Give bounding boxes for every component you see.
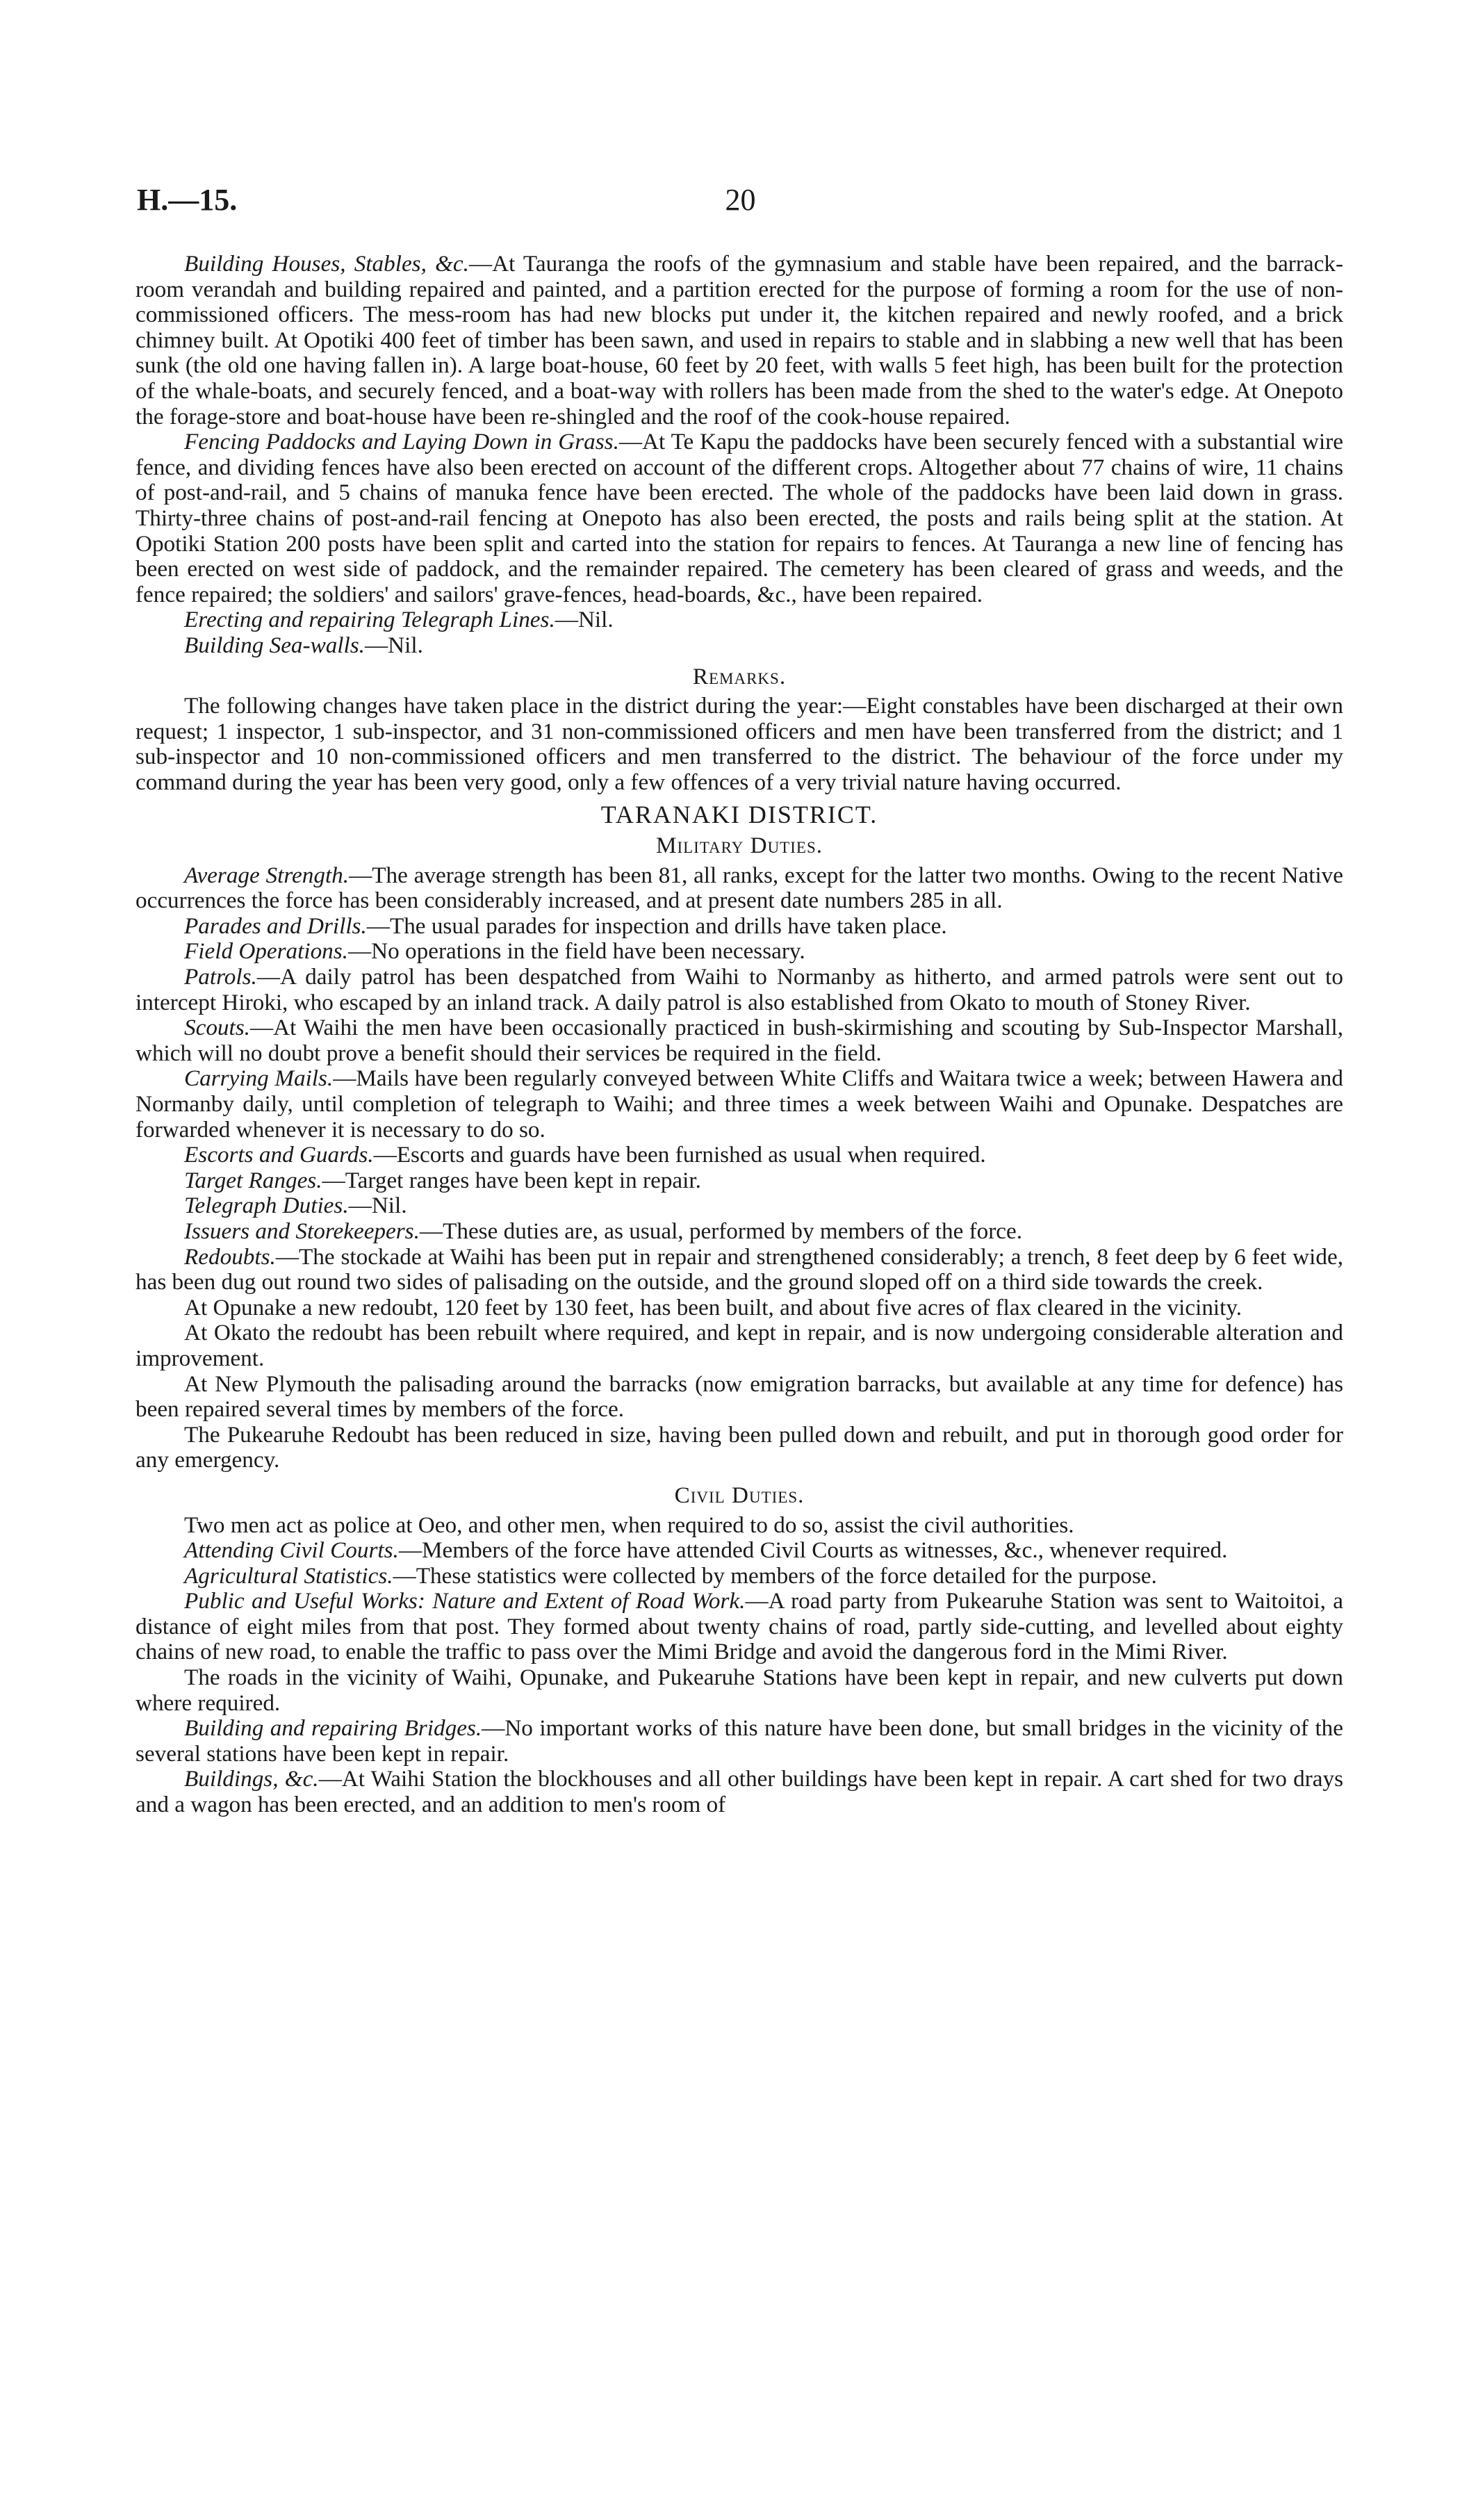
paragraph-telegraph-lines xyxy=(136,607,1343,633)
paragraph-lead: Escorts and Guards. xyxy=(184,1142,374,1168)
paragraph-telegraph-duties xyxy=(136,1193,1343,1219)
paragraph-patrols xyxy=(136,965,1343,1015)
paragraph-fencing xyxy=(136,429,1343,607)
paragraph-lead: Fencing Paddocks and Laying Down in Grass. xyxy=(184,429,619,455)
paragraph-text: —The average strength has been 81, all ranks, except for the latter two months. Owing to the recent Native occurrences the force has been considerably increased, and at present date numbers 285 in all. xyxy=(136,862,1343,914)
paragraph-public-works xyxy=(136,1589,1343,1665)
paragraph-redoubts xyxy=(136,1245,1343,1295)
paragraph-scouts xyxy=(136,1015,1343,1066)
paragraph-remarks: The following changes have taken place in the district during the year:—Eight constables have been discharged at their own request; 1 inspector, 1 sub-inspector, and 31 non-commissioned officers and men have been transferred from the district; and 1 sub-inspector and 10 non-commissioned officers and men transferred to the district. The behaviour of the force under my command during the year has been very good, only a few offences of a very trivial nature having occurred. xyxy=(136,693,1343,795)
paragraph-lead: Redoubts. xyxy=(184,1243,276,1270)
paragraph-text: —The usual parades for inspection and drills have taken place. xyxy=(366,913,947,939)
paragraph-lead: Parades and Drills. xyxy=(184,913,367,939)
paragraph-text: —At Tauranga the roofs of the gymnasium and stable have been repaired, and the barrack-room verandah and building repaired and painted, and a partition erected for the purpose of forming a room for the use of non-commissioned officers. The mess-room has had new blocks put under it, the kitchen repaired and newly roofed, and a brick chimney built. At Opotiki 400 feet of timber has been sawn, and used in repairs to stable and in slabbing a new well that has been sunk (the old one having fallen in). A large boat-house, 60 feet by 20 feet, with walls 5 feet high, has been built for the protection of the whale-boats, and securely fenced, and a boat-way with rollers has been made from the shed to the water's edge. At Onepoto the forage-store and boat-house have been re-shingled and the roof of the cook-house repaired. xyxy=(136,251,1344,429)
paragraph-text: —At Te Kapu the paddocks have been securely fenced with a substantial wire fence, and dividing fences have also been erected on account of the different crops. Altogether about 77 chains of wire, 11 chains of post-and-rail, and 5 chains of manuka fence have been erected. The whole of the paddocks have been laid down in grass. Thirty-three chains of post-and-rail fencing at Onepoto has also been erected, the posts and rails being split at the station. At Opotiki Station 200 posts have been split and carted into the station for repairs to fences. At Tauranga a new line of fencing has been erected on west side of paddock, and the remainder repaired. The cemetery has been cleared of grass and weeds, and the fence repaired; the soldiers' and sailors' grave-fences, head-boards, &c., have been repaired. xyxy=(136,429,1344,607)
paragraph-text: —These statistics were collected by members of the force detailed for the purpose. xyxy=(393,1562,1157,1589)
paragraph-lead: Target Ranges. xyxy=(184,1167,322,1193)
paragraph-text: —Escorts and guards have been furnished as usual when required. xyxy=(373,1142,986,1168)
paragraph-field-operations xyxy=(136,939,1343,965)
paragraph-lead: Building Houses, Stables, &c. xyxy=(184,251,469,277)
paragraph-civil-intro: Two men act as police at Oeo, and other men, when required to do so, assist the civil authorities. xyxy=(184,1512,1074,1538)
paragraph-text: —The stockade at Waihi has been put in repair and strengthened considerably; a trench, 8 feet deep by 6 feet wide, has been dug out round two sides of palisading on the outside, and the ground sloped off on a third side towards the creek. xyxy=(136,1243,1343,1295)
paragraph-parades xyxy=(136,914,1343,940)
paragraph-roads: The roads in the vicinity of Waihi, Opunake, and Pukearuhe Stations have been kept in repair, and new culverts put down where required. xyxy=(136,1664,1343,1716)
paragraph-lead: Telegraph Duties. xyxy=(184,1193,349,1219)
military-duties-heading: Military Duties. xyxy=(655,833,823,859)
paragraph-lead: Carrying Mails. xyxy=(184,1065,334,1092)
paragraph-buildings xyxy=(136,1767,1343,1817)
paragraph-building-houses xyxy=(136,252,1343,429)
paragraph-text: —A road party from Pukearuhe Station was sent to Waitoitoi, a distance of eight miles from that post. They formed about twenty chains of road, partly side-cutting, and levelled about eighty chains of new road, to enable the traffic to pass over the Mimi Bridge and avoid the dangerous ford in the Mimi River. xyxy=(136,1588,1344,1665)
document-id: H.—15. xyxy=(137,183,238,217)
paragraph-lead: Average Strength. xyxy=(184,862,350,888)
paragraph-lead: Erecting and repairing Telegraph Lines. xyxy=(184,607,555,633)
paragraph-text: —Nil. xyxy=(555,607,614,633)
paragraph-text: —No operations in the field have been necessary. xyxy=(347,938,805,965)
remarks-heading: Remarks. xyxy=(692,663,787,689)
paragraph-lead: Building Sea-walls. xyxy=(184,632,365,658)
paragraph-average-strength xyxy=(136,863,1343,914)
page-header xyxy=(137,182,1344,224)
paragraph-new-plymouth: At New Plymouth the palisading around the barracks (now emigration barracks, but available at any time for defence) has been repaired several times by members of the force. xyxy=(136,1371,1343,1423)
paragraph-sea-walls xyxy=(136,633,1343,659)
paragraph-lead: Attending Civil Courts. xyxy=(184,1537,399,1564)
paragraph-lead: Buildings, &c. xyxy=(184,1766,319,1792)
paragraph-text: —Mails have been regularly conveyed between White Cliffs and Waitara twice a week; between Hawera and Normanby daily, until completion of telegraph to Waihi; and three times a week between Waihi and Opunake. Despatches are forwarded whenever it is necessary to do so. xyxy=(136,1065,1343,1143)
paragraph-lead: Public and Useful Works: Nature and Extent of Road Work. xyxy=(184,1588,746,1614)
paragraph-lead: Issuers and Storekeepers. xyxy=(184,1218,420,1244)
paragraph-agricultural-statistics xyxy=(136,1564,1343,1589)
paragraph-carrying-mails xyxy=(136,1066,1343,1143)
paragraph-text: —A daily patrol has been despatched from Waihi to Normanby as hitherto, and armed patrols were sent out to intercept Hiroki, who escaped by an inland track. A daily patrol is also established from Okato to mouth of Stoney River. xyxy=(136,964,1343,1015)
paragraph-text: —Nil. xyxy=(348,1193,407,1219)
paragraph-escorts xyxy=(136,1143,1343,1168)
paragraph-target-ranges xyxy=(136,1168,1343,1194)
district-heading: TARANAKI DISTRICT. xyxy=(600,801,878,829)
paragraph-text: —No important works of this nature have been done, but small bridges in the vicinity of the several stations have been kept in repair. xyxy=(136,1715,1343,1767)
page-number: 20 xyxy=(725,183,756,217)
body-text xyxy=(136,252,1343,1818)
paragraph-text: —Target ranges have been kept in repair. xyxy=(322,1167,701,1193)
paragraph-issuers xyxy=(136,1219,1343,1245)
paragraph-text: —Nil. xyxy=(364,632,423,658)
paragraph-bridges xyxy=(136,1716,1343,1767)
paragraph-text: —At Waihi the men have been occasionally practiced in bush-skirmishing and scouting by Sub-Inspector Marshall, which will no doubt prove a benefit should their services be required in the field. xyxy=(136,1015,1343,1066)
paragraph-text: —These duties are, as usual, performed by members of the force. xyxy=(419,1218,1023,1244)
paragraph-pukearuhe: The Pukearuhe Redoubt has been reduced in size, having been pulled down and rebuilt, and put in thorough good order for any emergency. xyxy=(136,1421,1343,1473)
paragraph-text: —At Waihi Station the blockhouses and all other buildings have been kept in repair. A cart shed for two drays and a wagon has been erected, and an addition to men's room of xyxy=(136,1766,1343,1818)
paragraph-text: —Members of the force have attended Civil Courts as witnesses, &c., whenever required. xyxy=(398,1537,1228,1564)
civil-duties-heading: Civil Duties. xyxy=(674,1482,805,1508)
paragraph-okato: At Okato the redoubt has been rebuilt where required, and kept in repair, and is now undergoing considerable alteration and improvement. xyxy=(136,1320,1343,1371)
paragraph-civil-courts xyxy=(136,1538,1343,1564)
paragraph-lead: Patrols. xyxy=(184,964,257,990)
paragraph-lead: Field Operations. xyxy=(184,938,348,965)
paragraph-lead: Agricultural Statistics. xyxy=(184,1562,393,1589)
paragraph-lead: Scouts. xyxy=(184,1015,250,1041)
paragraph-lead: Building and repairing Bridges. xyxy=(184,1715,482,1742)
paragraph-opunake: At Opunake a new redoubt, 120 feet by 130 feet, has been built, and about five acres of flax cleared in the vicinity. xyxy=(184,1294,1242,1320)
